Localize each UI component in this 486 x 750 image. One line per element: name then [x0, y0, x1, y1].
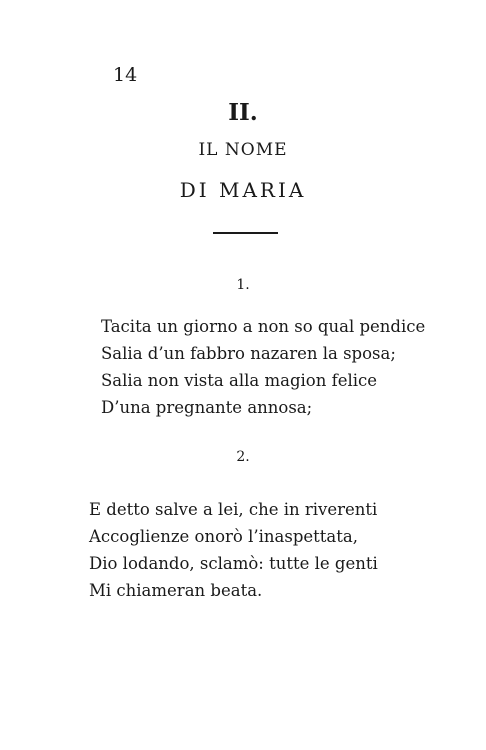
stanza-number: 2.: [236, 449, 250, 465]
verse-line: Dio lodando, sclamò: tutte le genti: [89, 554, 378, 573]
stanza: [101, 313, 425, 421]
poem-title-line-2: DI MARIA: [179, 178, 307, 202]
section-numeral: II.: [228, 99, 258, 126]
verse-line: Tacita un giorno a non so qual pendice: [101, 317, 426, 336]
verse-line: Mi chiameran beata.: [89, 581, 263, 600]
stanza-number: 1.: [236, 277, 250, 293]
verse-line: Accoglienze onorò l’inaspettata,: [89, 527, 358, 546]
verse-line: D’una pregnante annosa;: [101, 398, 313, 417]
poem-title-line-1: IL NOME: [198, 140, 288, 160]
page-number: 14: [113, 64, 138, 86]
verse-line: E detto salve a lei, che in riverenti: [89, 500, 378, 519]
title-divider: [213, 232, 278, 234]
verse-line: Salia d’un fabbro nazaren la sposa;: [101, 344, 396, 363]
stanza: [89, 496, 378, 604]
verse-line: Salia non vista alla magion felice: [101, 371, 378, 390]
